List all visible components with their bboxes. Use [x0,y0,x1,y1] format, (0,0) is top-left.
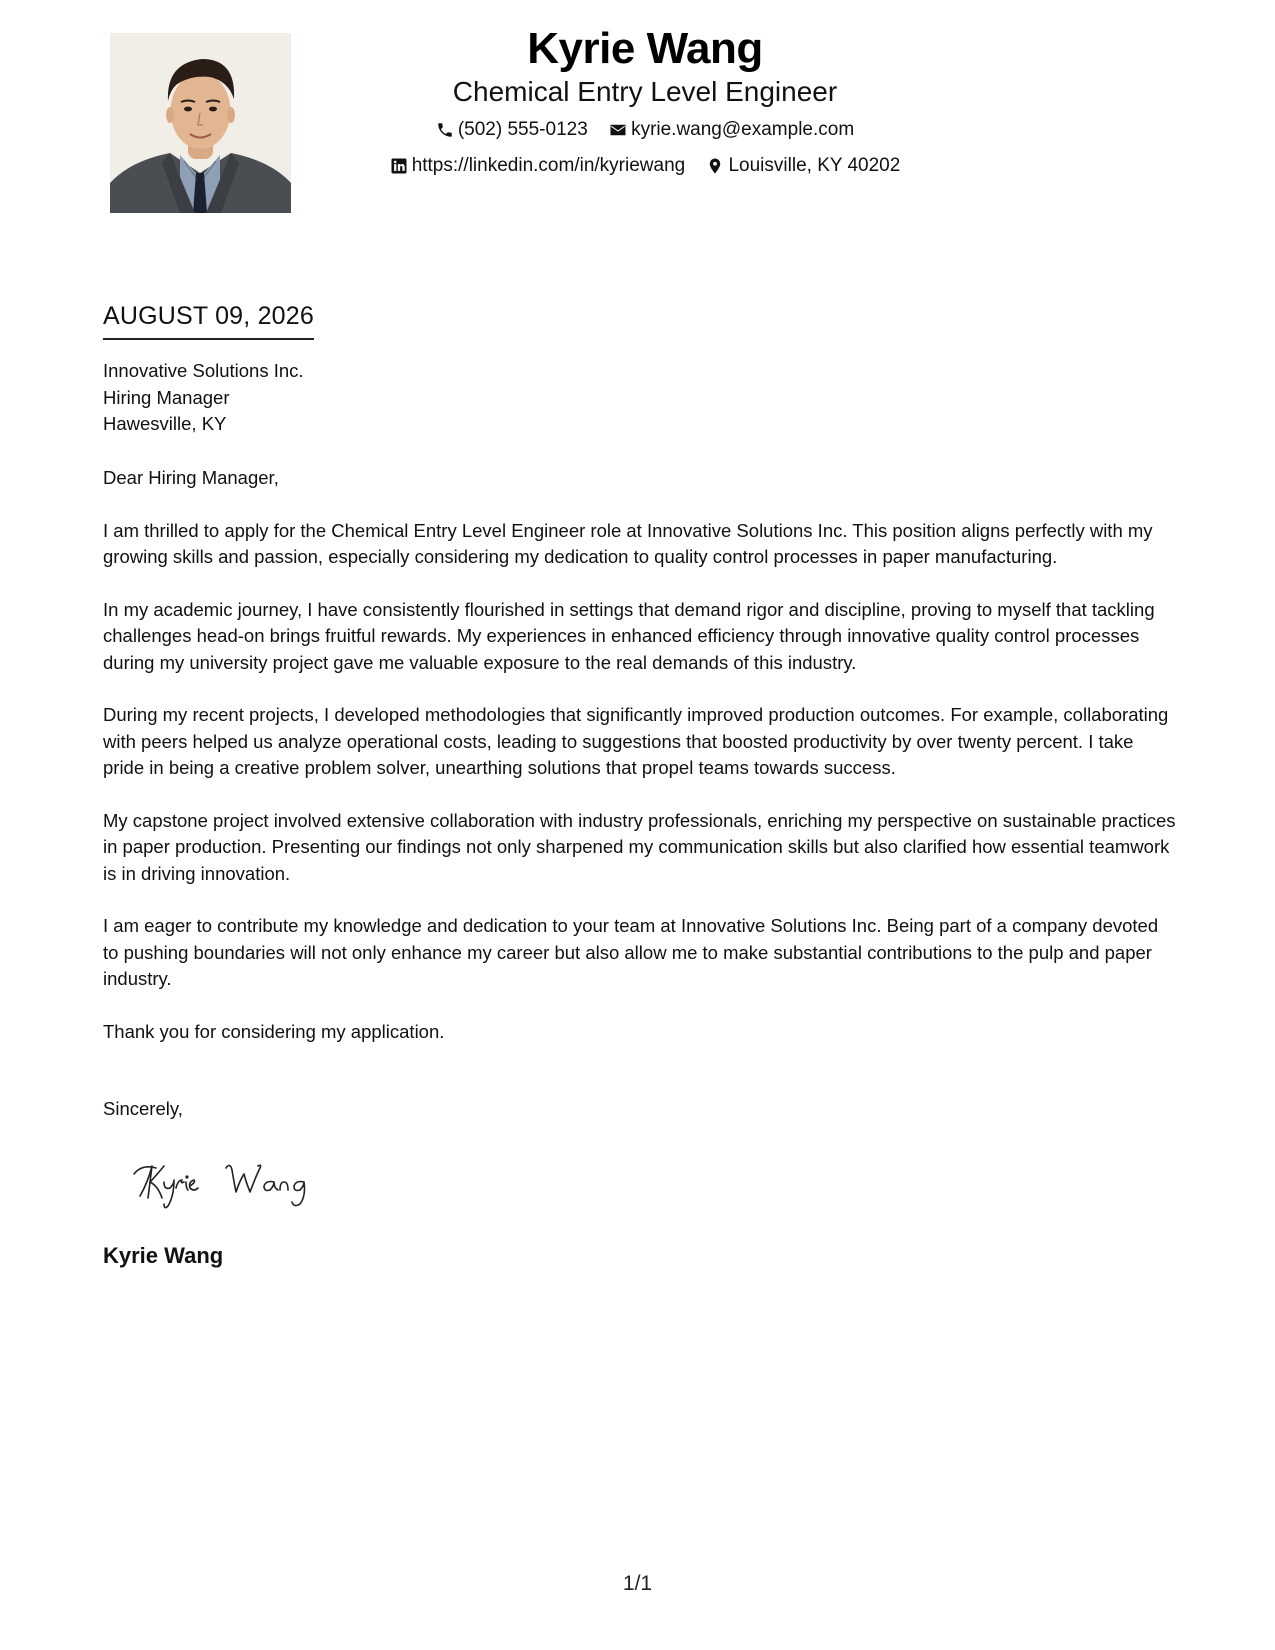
body-paragraph: Thank you for considering my application. [103,1020,445,1042]
phone-text: (502) 555-0123 [457,119,588,140]
letter-header [330,24,960,182]
contact-phone[interactable] [436,118,588,142]
envelope-icon [609,121,627,139]
page-number: 1/1 [622,1572,653,1595]
applicant-name: Kyrie Wang [527,24,763,73]
linkedin-icon [390,157,408,175]
contact-row-1 [330,118,960,146]
linkedin-text: https://linkedin.com/in/kyriewang [411,155,686,176]
salutation: Dear Hiring Manager, [103,467,279,488]
letter-body [103,465,1178,1071]
location-text: Louisville, KY 40202 [728,155,901,176]
recipient-location: Hawesville, KY [103,413,227,434]
map-pin-icon [706,157,724,175]
handwritten-signature [128,1152,348,1212]
phone-icon [436,121,454,139]
body-paragraph: I am thrilled to apply for the Chemical Entry Level Engineer role at Innovative Solutions Inc. This position aligns perfectly with my growing skills and passion, especially considering my dedication to quality control processes in paper manufacturing. [103,519,1153,567]
email-text: kyrie.wang@example.com [631,119,855,140]
recipient-title: Hiring Manager [103,386,230,408]
contact-email[interactable] [609,118,854,142]
profile-photo [110,33,291,213]
letter-date: AUGUST 09, 2026 [103,300,314,340]
applicant-role: Chemical Entry Level Engineer [452,76,838,107]
contact-linkedin[interactable] [390,154,686,178]
contact-row-2 [330,154,960,182]
recipient-company: Innovative Solutions Inc. [103,360,304,381]
body-paragraph: I am eager to contribute my knowledge and dedication to your team at Innovative Solutions Inc. Being part of a company devoted to pushing boundaries will not only enhance my career but also allow me to make substantial contributions to the pulp and paper industry. [103,915,1159,989]
body-paragraph: My capstone project involved extensive collaboration with industry professionals, enriching my perspective on sustainable practices in paper production. Presenting our findings not only sharpened my communication skills but also clarified how essential teamwork is in driving innovation. [103,809,1176,884]
contact-location [706,154,900,178]
body-paragraph: During my recent projects, I developed methodologies that significantly improved production outcomes. For example, collaborating with peers helped us analyze operational costs, leading to suggestions that boosted productivity by over twenty percent. I take pride in being a creative problem solver, unearthing solutions that propel teams towards success. [103,704,1169,778]
closing: Sincerely, [103,1098,183,1119]
recipient-block [103,358,304,438]
body-paragraph: In my academic journey, I have consistently flourished in settings that demand rigor and discipline, proving to myself that tackling challenges head-on brings fruitful rewards. My experiences in enhanced efficiency through innovative quality control processes during my university project gave me valuable exposure to the real demands of this industry. [103,598,1155,673]
signature-name: Kyrie Wang [103,1243,224,1268]
